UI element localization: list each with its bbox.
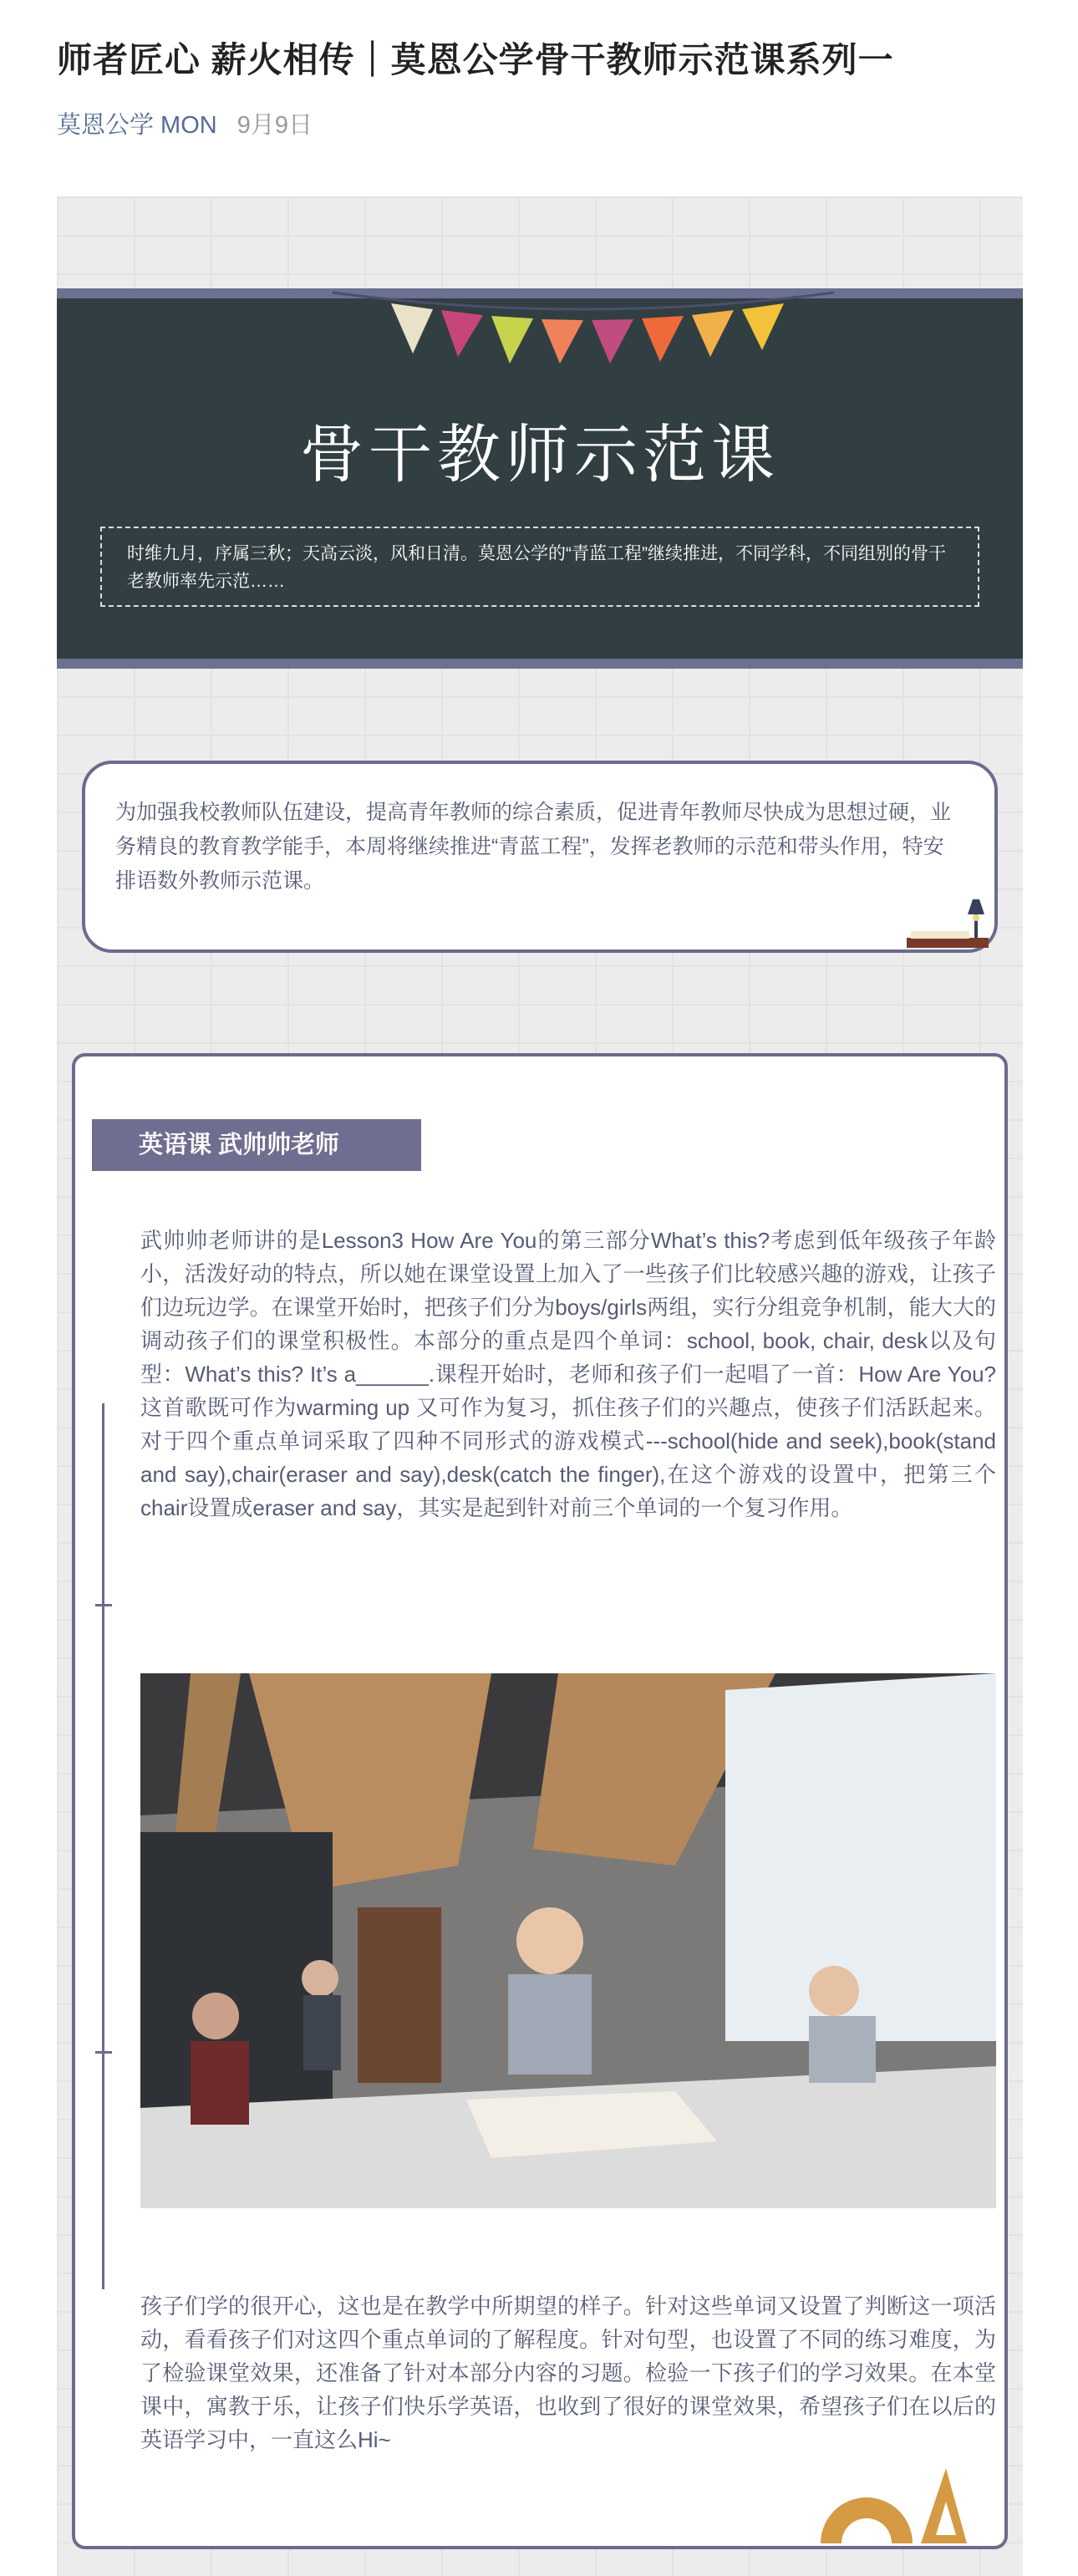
compass-ruler-icon (812, 2464, 971, 2548)
article-meta (57, 109, 313, 142)
intro-text: 为加强我校教师队伍建设，提高青年教师的综合素质，促进青年教师尽快成为思想过硬，业务精良的教育教学能手，本周将继续推进“青蓝工程”，发挥老教师的示范和带头作用，特安排语数外教师示范课。 (115, 801, 952, 893)
banner-caption: 时维九月，序属三秋；天高云淡，风和日清。莫恩公学的“青蓝工程”继续推进，不同学科，不同组别的骨干老教师率先示范…… (100, 527, 979, 607)
section-tag: 英语课 武帅帅老师 (92, 1119, 421, 1171)
intro-card (82, 761, 998, 953)
lesson-paragraph-1: 武帅帅老师讲的是Lesson3 How Are You的第三部分What’s this?考虑到低年级孩子年龄小，活泼好动的特点，所以她在课堂设置上加入了一些孩子们比较感兴趣的游戏，让孩子们边玩边学。在课堂开始时，把孩子们分为boys/girls两组，实行分组竞争机制，能大大的调动孩子们的课堂积极性。本部分的重点是四个单词：school, book, chair, desk以及句型：What’s this? It’s a______.课程开始时，老师和孩子们一起唱了一首：How Are You? 这首歌既可作为warming up 又可作为复习，抓住孩子们的兴趣点，使孩子们活跃起来。对于四个重点单词采取了四种不同形式的游戏模式---school(hide and seek),book(stand and say),chair(eraser and say),desk(catch the finger),在这个游戏的设置中，把第三个chair设置成eraser and say，其实是起到针对前三个单词的一个复习作用。 (140, 1228, 996, 1520)
timeline-tick (95, 1604, 112, 1606)
banner-heading: 骨干教师示范课 (300, 420, 780, 491)
timeline-line (102, 1403, 104, 2289)
article-body (57, 196, 1023, 2576)
lesson-paragraph-2: 孩子们学的很开心，这也是在教学中所期望的样子。针对这些单词又设置了判断这一项活动，看看孩子们对这四个重点单词的了解程度。针对句型，也设置了不同的练习难度，为了检验课堂效果，还准备了针对本部分内容的习题。检验一下孩子们的学习效果。在本堂课中，寓教于乐，让孩子们快乐学英语，也收到了很好的课堂效果，希望孩子们在以后的英语学习中，一直这么Hi~ (140, 2293, 996, 2452)
desk-lamp-books-icon (903, 894, 994, 955)
classroom-photo (140, 1673, 996, 2208)
author-link[interactable]: 莫恩公学 MON (57, 112, 217, 139)
bunting-flags-decoration (333, 288, 834, 372)
lesson-card (72, 1053, 1008, 2549)
publish-date: 9月9日 (236, 112, 313, 139)
timeline-tick (95, 2051, 112, 2054)
article-title: 师者匠心 薪火相传｜莫恩公学骨干教师示范课系列一 (57, 40, 894, 79)
